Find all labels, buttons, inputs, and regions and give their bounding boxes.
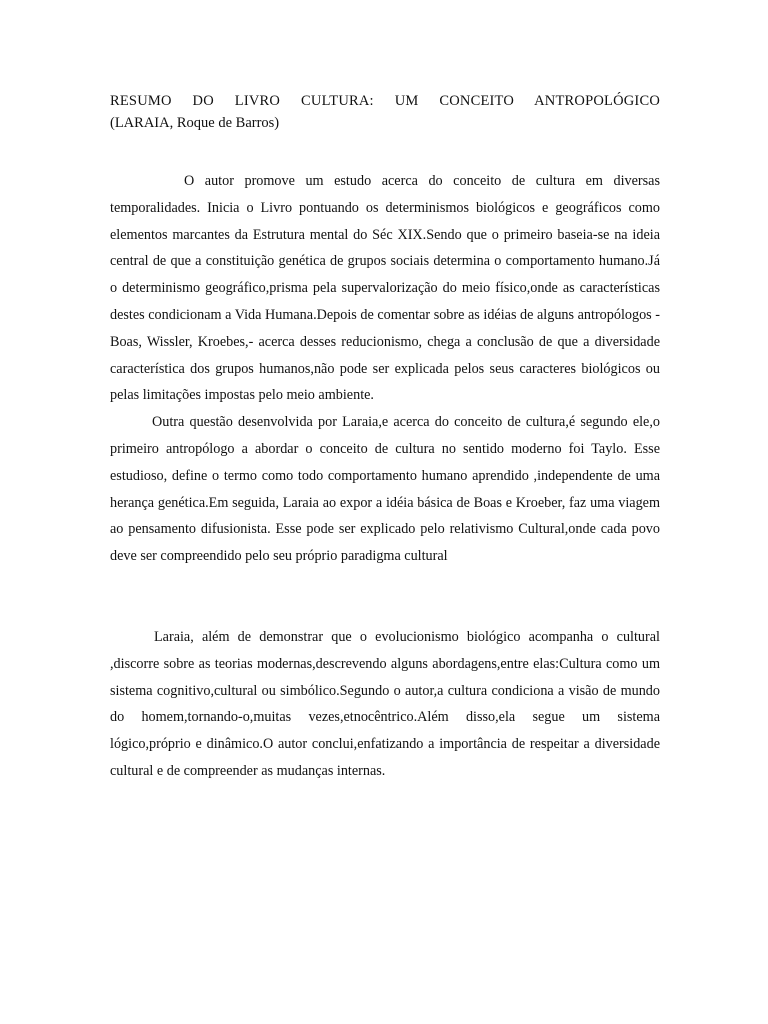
paragraph-1: O autor promove um estudo acerca do conceito de cultura em diversas temporalidades. Inicia o Livro pontuando os determinismos biológicos e geográficos como elementos marcantes da Estrutura mental do Séc XIX.Sendo que o primeiro baseia-se na ideia central de que a constituição genética de grupos sociais determina o comportamento humano.Já o determinismo geográfico,prisma pela supervalorização do meio físico,onde as características destes condicionam a Vida Humana.Depois de comentar sobre as idéias de alguns antropólogos - Boas, Wissler, Kroebes,- acerca desses reducionismo, chega a conclusão de que a diversidade característica dos grupos humanos,não pode ser explicada pelos seus caracteres biológicos ou pelas limitações impostas pelo meio ambiente. [110, 173, 660, 404]
document-body [110, 168, 660, 785]
paragraph-3: Laraia, além de demonstrar que o evolucionismo biológico acompanha o cultural ,discorre sobre as teorias modernas,descrevendo alguns abordagens,entre elas:Cultura como um sistema cognitivo,cultural ou simbólico.Segundo o autor,a cultura condiciona a visão de mundo do homem,tornando-o,muitas vezes,etnocêntrico.Além disso,ela segue um sistema lógico,próprio e dinâmico.O autor conclui,enfatizando a importância de respeitar a diversidade cultural e de compreender as mudanças internas. [110, 628, 660, 779]
document-author: (LARAIA, Roque de Barros) [110, 115, 280, 131]
paragraph-2: Outra questão desenvolvida por Laraia,e acerca do conceito de cultura,é segundo ele,o primeiro antropólogo a abordar o conceito de cultura no sentido moderno foi Taylo. Esse estudioso, define o termo como todo comportamento humano aprendido ,independente de uma herança genética.Em seguida, Laraia ao expor a idéia básica de Boas e Kroeber, faz uma viagem ao pensamento difusionista. Esse pode ser explicado pelo relativismo Cultural,onde cada povo deve ser compreendido pelo seu próprio paradigma cultural [110, 414, 660, 565]
document-title: RESUMO DO LIVRO CULTURA: UM CONCEITO ANTROPOLÓGICO [110, 93, 660, 109]
title-block [110, 90, 660, 134]
